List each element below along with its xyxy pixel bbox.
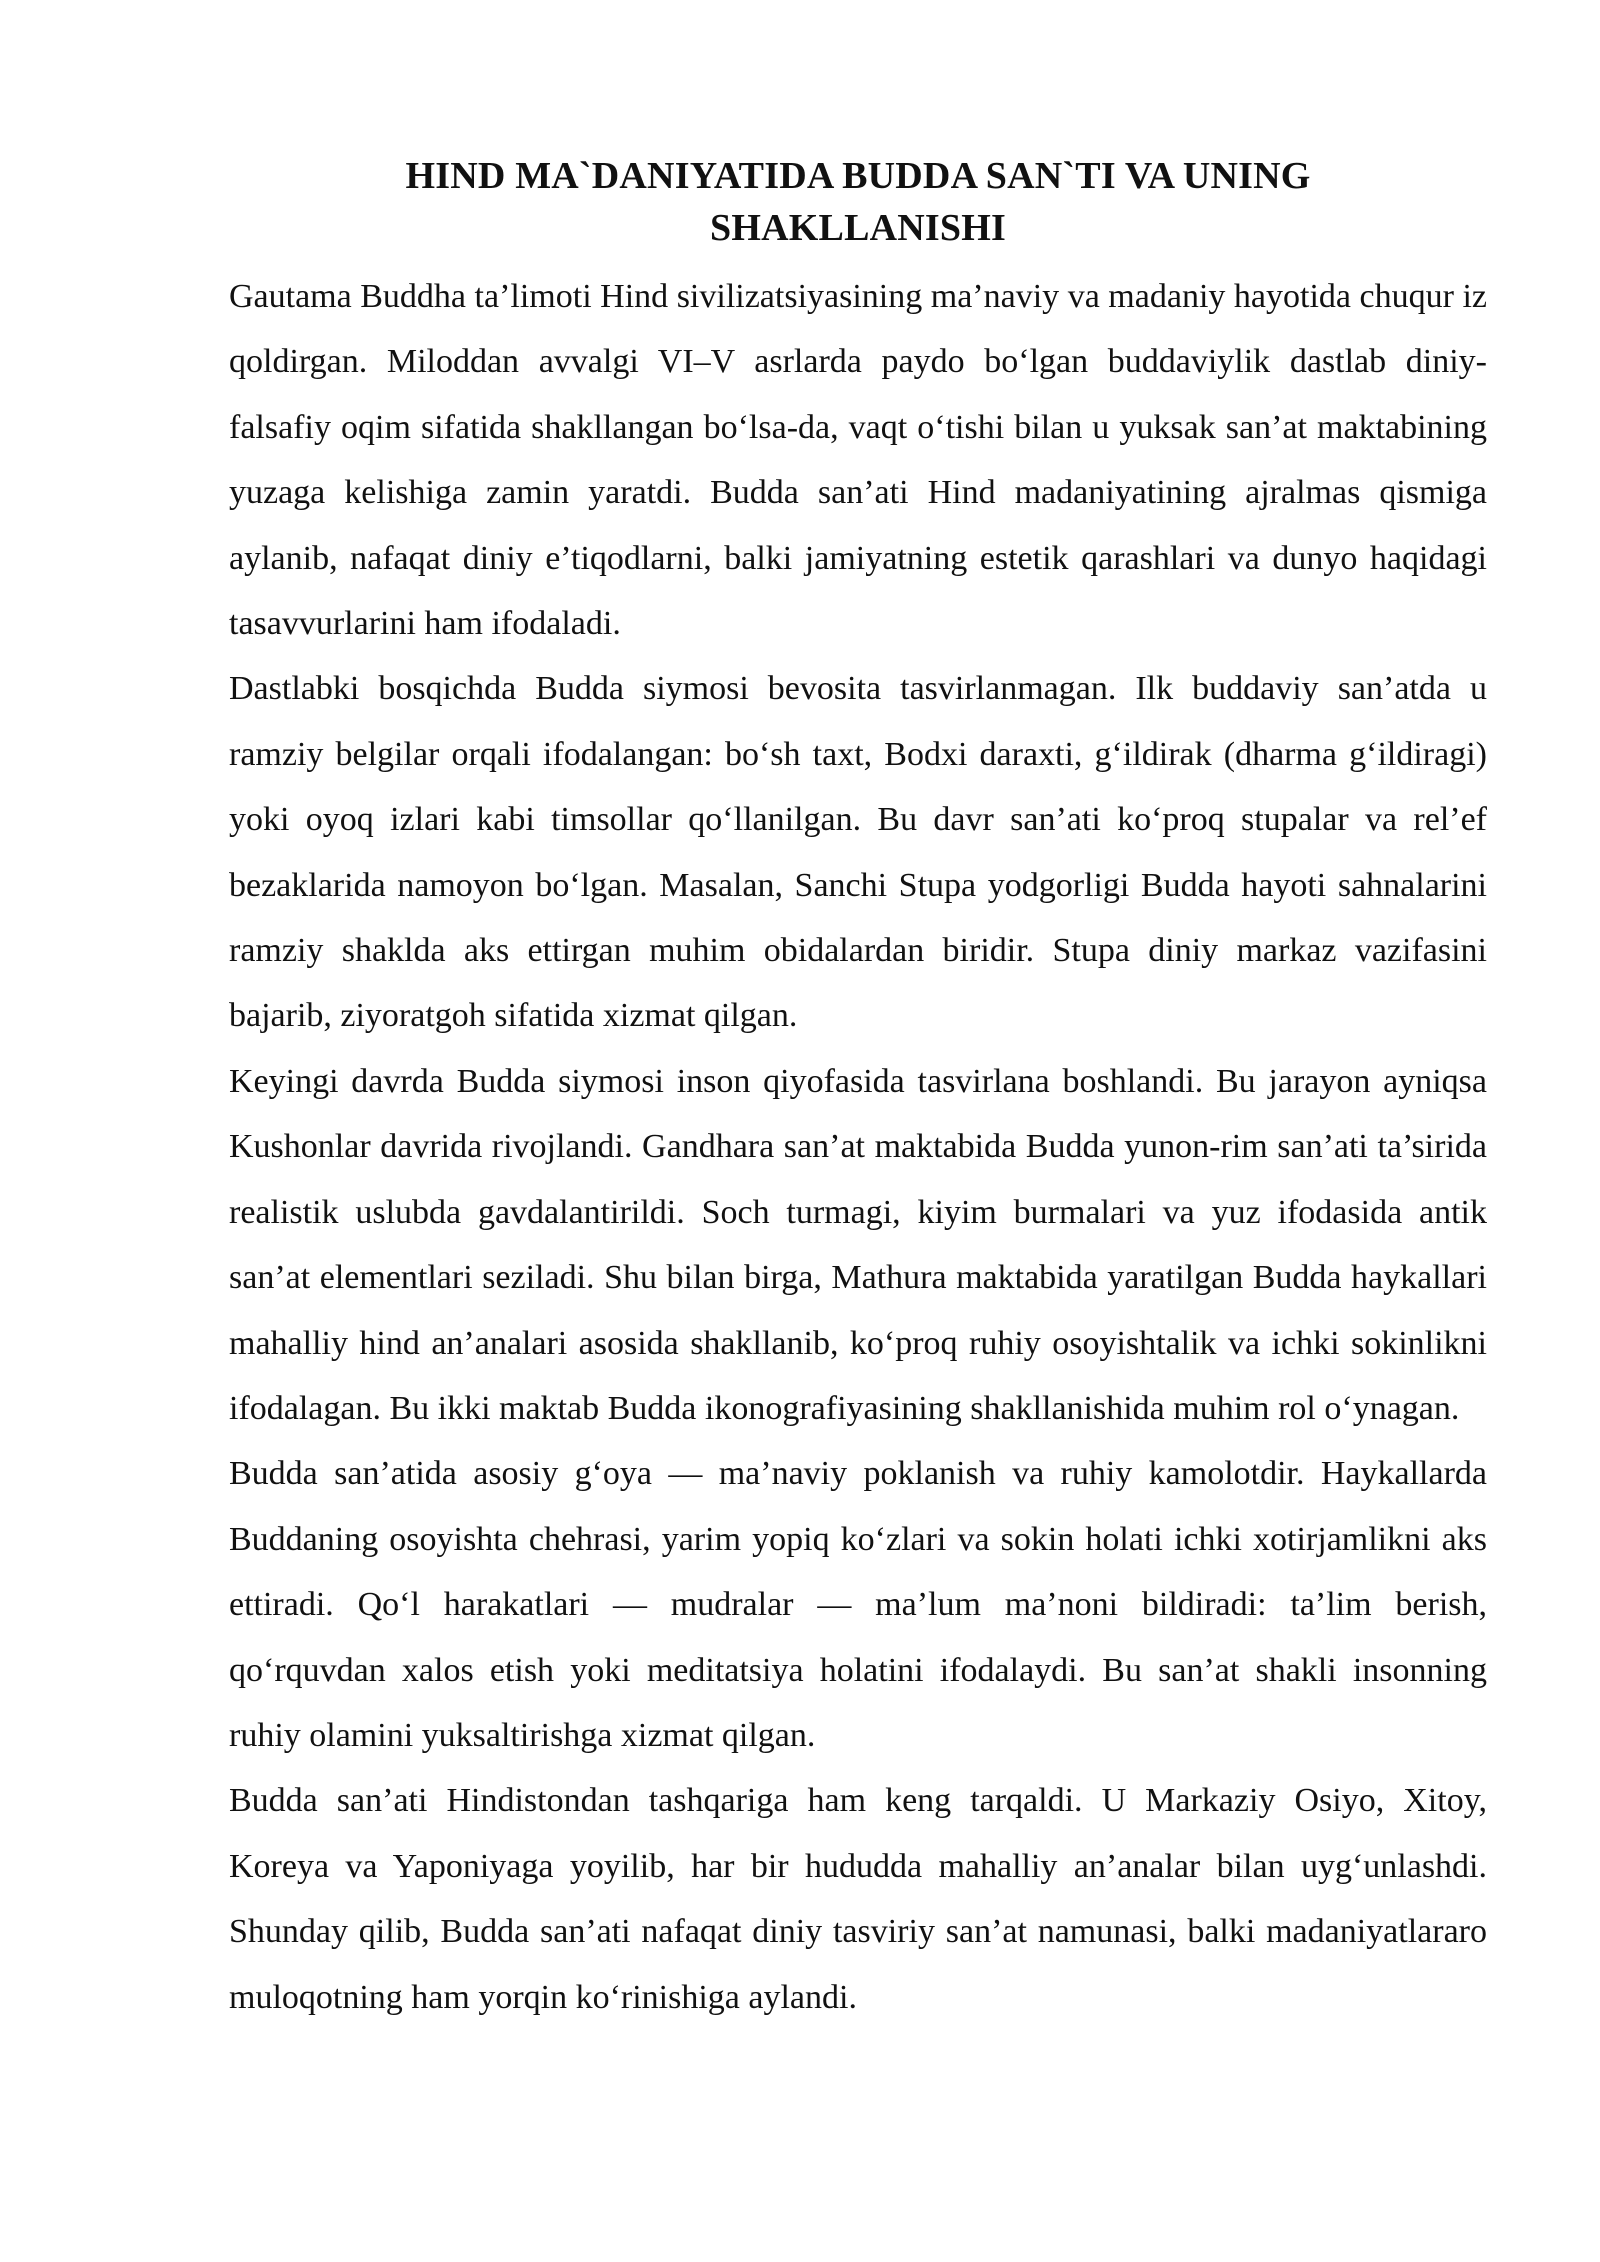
document-title — [229, 150, 1487, 254]
title-line-2: SHAKLLANISHI — [710, 207, 1006, 249]
title-line-1: HIND MA`DANIYATIDA BUDDA SAN`TI VA UNING — [405, 155, 1311, 197]
paragraph-3: Keyingi davrda Budda siymosi inson qiyofasida tasvirlana boshlandi. Bu jarayon ayniqsa Kushonlar davrida rivojlandi. Gandhara san’at maktabida Budda yunon-rim san’ati ta’sirida realistik uslubda gavdalantirildi. Soch turmagi, kiyim burmalari va yuz ifodasida antik san’at elementlari seziladi. Shu bilan birga, Mathura maktabida yaratilgan Budda haykallari mahalliy hind an’analari asosida shakllanib, ko‘proq ruhiy osoyishtalik va ichki sokinlikni ifodalagan. Bu ikki maktab Budda ikonografiyasining shakllanishida muhim rol o‘ynagan. — [229, 1062, 1487, 1427]
paragraph-4: Budda san’atida asosiy g‘oya — ma’naviy poklanish va ruhiy kamolotdir. Haykallarda Buddaning osoyishta chehrasi, yarim yopiq ko‘zlari va sokin holati ichki xotirjamlikni aks ettiradi. Qo‘l harakatlari — mudralar — ma’lum ma’noni bildiradi: ta’lim berish, qo‘rquvdan xalos etish yoki meditatsiya holatini ifodalaydi. Bu san’at shakli insonning ruhiy olamini yuksaltirishga xizmat qilgan. — [229, 1455, 1487, 1754]
paragraph-5: Budda san’ati Hindistondan tashqariga ham keng tarqaldi. U Markaziy Osiyo, Xitoy, Koreya va Yaponiyaga yoyilib, har bir hududda mahalliy an’analar bilan uyg‘unlashdi. Shunday qilib, Budda san’ati nafaqat diniy tasviriy san’at namunasi, balki madaniyatlararo muloqotning ham yorqin ko‘rinishiga aylandi. — [229, 1782, 1487, 2016]
document-body — [229, 150, 1487, 2030]
paragraph-2: Dastlabki bosqichda Budda siymosi bevosita tasvirlanmagan. Ilk buddaviy san’atda u ramziy belgilar orqali ifodalangan: bo‘sh taxt, Bodxi daraxti, g‘ildirak (dharma g‘ildiragi) yoki oyoq izlari kabi timsollar qo‘llanilgan. Bu davr san’ati ko‘proq stupalar va rel’ef bezaklarida namoyon bo‘lgan. Masalan, Sanchi Stupa yodgorligi Budda hayoti sahnalarini ramziy shaklda aks ettirgan muhim obidalardan biridir. Stupa diniy markaz vazifasini bajarib, ziyoratgoh sifatida xizmat qilgan. — [229, 670, 1487, 1035]
paragraph-1: Gautama Buddha ta’limoti Hind sivilizatsiyasining ma’naviy va madaniy hayotida chuqur iz qoldirgan. Miloddan avvalgi VI–V asrlarda paydo bo‘lgan buddaviylik dastlab diniy-falsafiy oqim sifatida shakllangan bo‘lsa-da, vaqt o‘tishi bilan u yuksak san’at maktabining yuzaga kelishiga zamin yaratdi. Budda san’ati Hind madaniyatining ajralmas qismiga aylanib, nafaqat diniy e’tiqodlarni, balki jamiyatning estetik qarashlari va dunyo haqidagi tasavvurlarini ham ifodaladi. — [229, 278, 1487, 643]
